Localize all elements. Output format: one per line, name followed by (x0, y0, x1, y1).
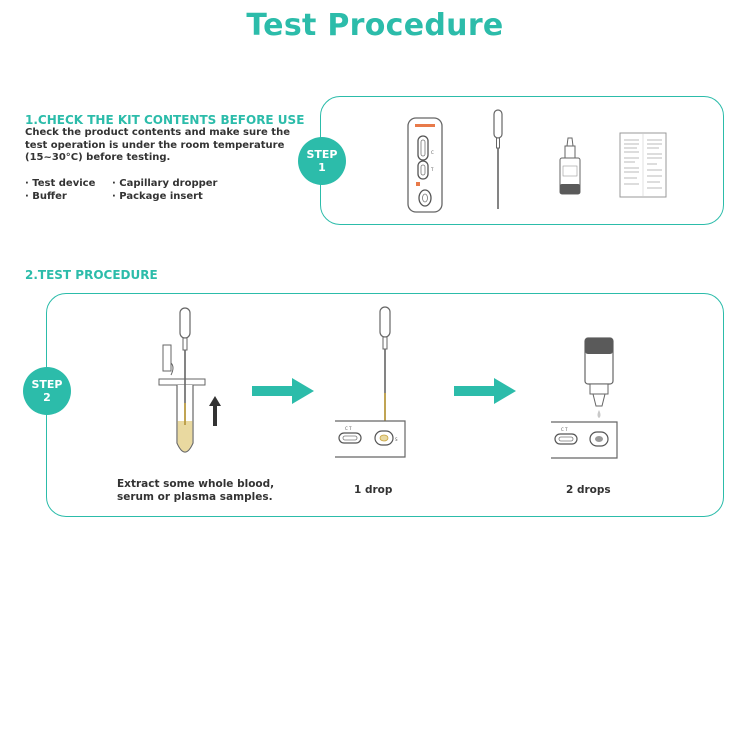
capillary-dropper-icon (490, 108, 506, 212)
page-title: Test Procedure (246, 8, 504, 43)
svg-text:S: S (395, 437, 398, 442)
step1-word: STEP (306, 148, 338, 161)
buffer-bottle-icon (556, 136, 584, 198)
svg-text:C: C (431, 150, 434, 155)
kit-item-buffer: · Buffer (25, 191, 67, 202)
one-drop-caption: 1 drop (354, 484, 393, 496)
svg-text:C T: C T (561, 427, 568, 432)
kit-items-col2 (112, 177, 217, 203)
cassette-two-drops-icon (545, 330, 625, 465)
step1-number: 1 (318, 161, 326, 174)
extract-caption (117, 478, 274, 504)
two-drops-caption: 2 drops (566, 484, 611, 496)
step2-word: STEP (31, 378, 63, 391)
extract-caption-line2: serum or plasma samples. (117, 491, 273, 503)
right-arrow-icon-2 (454, 378, 516, 404)
section1-description: Check the product contents and make sure the test operation is under the room temperature (15~30°C) before testing. (25, 127, 290, 163)
step1-badge (298, 137, 346, 185)
section1-heading: 1.CHECK THE KIT CONTENTS BEFORE USE (25, 113, 305, 127)
package-insert-icon (617, 130, 669, 200)
section2-heading: 2.TEST PROCEDURE (25, 268, 158, 282)
kit-item-test-device: · Test device (25, 178, 96, 189)
svg-text:C T: C T (345, 426, 352, 431)
right-arrow-icon (252, 378, 314, 404)
up-arrow-icon (209, 396, 221, 426)
kit-item-package-insert: · Package insert (112, 191, 203, 202)
kit-item-capillary-dropper: · Capillary dropper (112, 178, 218, 189)
extract-caption-line1: Extract some whole blood, (117, 478, 275, 490)
cassette-one-drop-icon (333, 303, 413, 463)
test-device-icon (405, 116, 445, 214)
step2-number: 2 (43, 391, 51, 404)
kit-items-col1 (25, 177, 95, 203)
svg-text:T: T (431, 167, 434, 172)
step2-badge (23, 367, 71, 415)
sample-tube-icon (155, 303, 215, 463)
